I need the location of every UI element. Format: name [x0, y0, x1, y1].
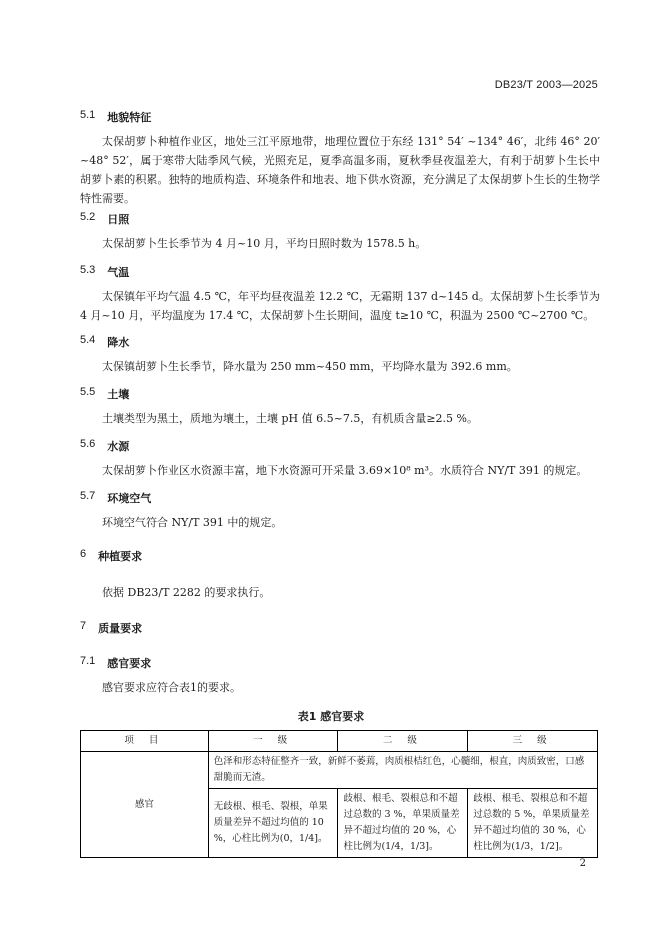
- section-heading-5-5: [80, 386, 129, 402]
- section-text-5-7: 环境空气符合 NY/T 391 中的规定。: [102, 516, 283, 529]
- header-grade-1: 一 级: [208, 731, 338, 752]
- section-number: 5.2: [80, 211, 96, 223]
- section-text-6: 依据 DB23/T 2282 的要求执行。: [102, 586, 271, 599]
- section-heading-5-1: [80, 109, 151, 125]
- section-heading-5-4: [80, 334, 129, 350]
- section-title: 环境空气: [107, 492, 152, 505]
- section-number: 5.4: [80, 334, 96, 346]
- section-text-5-4: 太保镇胡萝卜生长季节，降水量为 250 mm~450 mm，平均降水量为 392.6 mm。: [102, 360, 518, 373]
- section-heading-7: [80, 620, 142, 636]
- section-text-5-5: 土壤类型为黑土，质地为壤土，土壤 pH 值 6.5~7.5，有机质含量≥2.5 %。: [102, 412, 478, 425]
- header-grade-3: 三 级: [468, 731, 598, 752]
- table-row: [81, 752, 598, 789]
- row-label: 感官: [81, 752, 209, 858]
- section-heading-5-7: [80, 490, 151, 506]
- section-number: 5.7: [80, 490, 96, 502]
- table-caption: 表1 感官要求: [297, 710, 365, 723]
- section-text-5-6: 太保胡萝卜作业区水资源丰富，地下水资源可开采量 3.69×10⁸ m³。水质符合 NY/T 391 的规定。: [102, 464, 588, 477]
- sensory-requirements-table: [80, 730, 598, 858]
- section-title: 地貌特征: [107, 111, 152, 124]
- grade-3-requirement: 歧根、根毛、裂根总和不超过总数的 5 %，单果质量差异不超过均值的 30 %，心柱比例为(1/3，1/2]。: [468, 789, 598, 858]
- section-title: 降水: [107, 336, 130, 349]
- section-text-5-2: 太保胡萝卜生长季节为 4 月~10 月，平均日照时数为 1578.5 h。: [102, 237, 427, 250]
- page-header: DB23/T 2003—2025: [494, 79, 598, 91]
- section-heading-6: [80, 548, 142, 564]
- section-text-5-1: 太保胡萝卜种植作业区，地处三江平原地带，地理位置位于东经 131° 54′ ~134° 46′，北纬 46° 20′ ~48° 52′，属于寒带大陆季风气候，光照充足，夏季高温多雨，夏秋季昼夜温差大，有利于胡萝卜生长中胡萝卜素的积累。独特的地质构造、环境条件和地表、地下供水资源，充分满足了太保胡萝卜生长的生物学特性需要。: [80, 135, 600, 205]
- section-heading-5-6: [80, 438, 129, 454]
- section-title: 土壤: [107, 388, 130, 401]
- section-heading-5-2: [80, 211, 129, 227]
- grade-2-requirement: 歧根、根毛、裂根总和不超过总数的 3 %，单果质量差异不超过均值的 20 %，心柱比例为(1/4，1/3]。: [338, 789, 468, 858]
- section-number: 5.1: [80, 109, 96, 121]
- grade-1-requirement: 无歧根、根毛、裂根，单果质量差异不超过均值的 10 %，心柱比例为(0，1/4]。: [208, 789, 338, 858]
- page-number: 2: [579, 858, 586, 869]
- section-number: 6: [80, 548, 87, 560]
- table-header-row: [81, 731, 598, 752]
- section-number: 5.3: [80, 264, 96, 276]
- section-number: 5.5: [80, 386, 96, 398]
- section-number: 7.1: [80, 655, 96, 667]
- section-title: 日照: [107, 213, 130, 226]
- header-grade-2: 二 级: [338, 731, 468, 752]
- section-title: 质量要求: [98, 622, 143, 635]
- section-title: 气温: [107, 266, 130, 279]
- section-title: 感官要求: [107, 657, 152, 670]
- section-heading-7-1: [80, 655, 151, 671]
- section-text-5-3: 太保镇年平均气温 4.5 ℃，年平均昼夜温差 12.2 ℃，无霜期 137 d~145 d。太保胡萝卜生长季节为 4 月~10 月，平均温度为 17.4 ℃，太保胡萝卜生长期间，温度 t≥10 ℃，积温为 2500 ℃~2700 ℃。: [80, 290, 600, 322]
- section-number: 5.6: [80, 438, 96, 450]
- section-number: 7: [80, 620, 87, 632]
- header-item: 项 目: [81, 731, 209, 752]
- section-title: 水源: [107, 440, 130, 453]
- section-heading-5-3: [80, 264, 129, 280]
- section-text-7-1: 感官要求应符合表1的要求。: [102, 681, 241, 694]
- common-requirement: 色泽和形态特征整齐一致，新鲜不萎蔫，肉质根桔红色，心髓细，根直，肉质致密，口感甜脆而无渣。: [208, 752, 597, 789]
- section-title: 种植要求: [98, 550, 143, 563]
